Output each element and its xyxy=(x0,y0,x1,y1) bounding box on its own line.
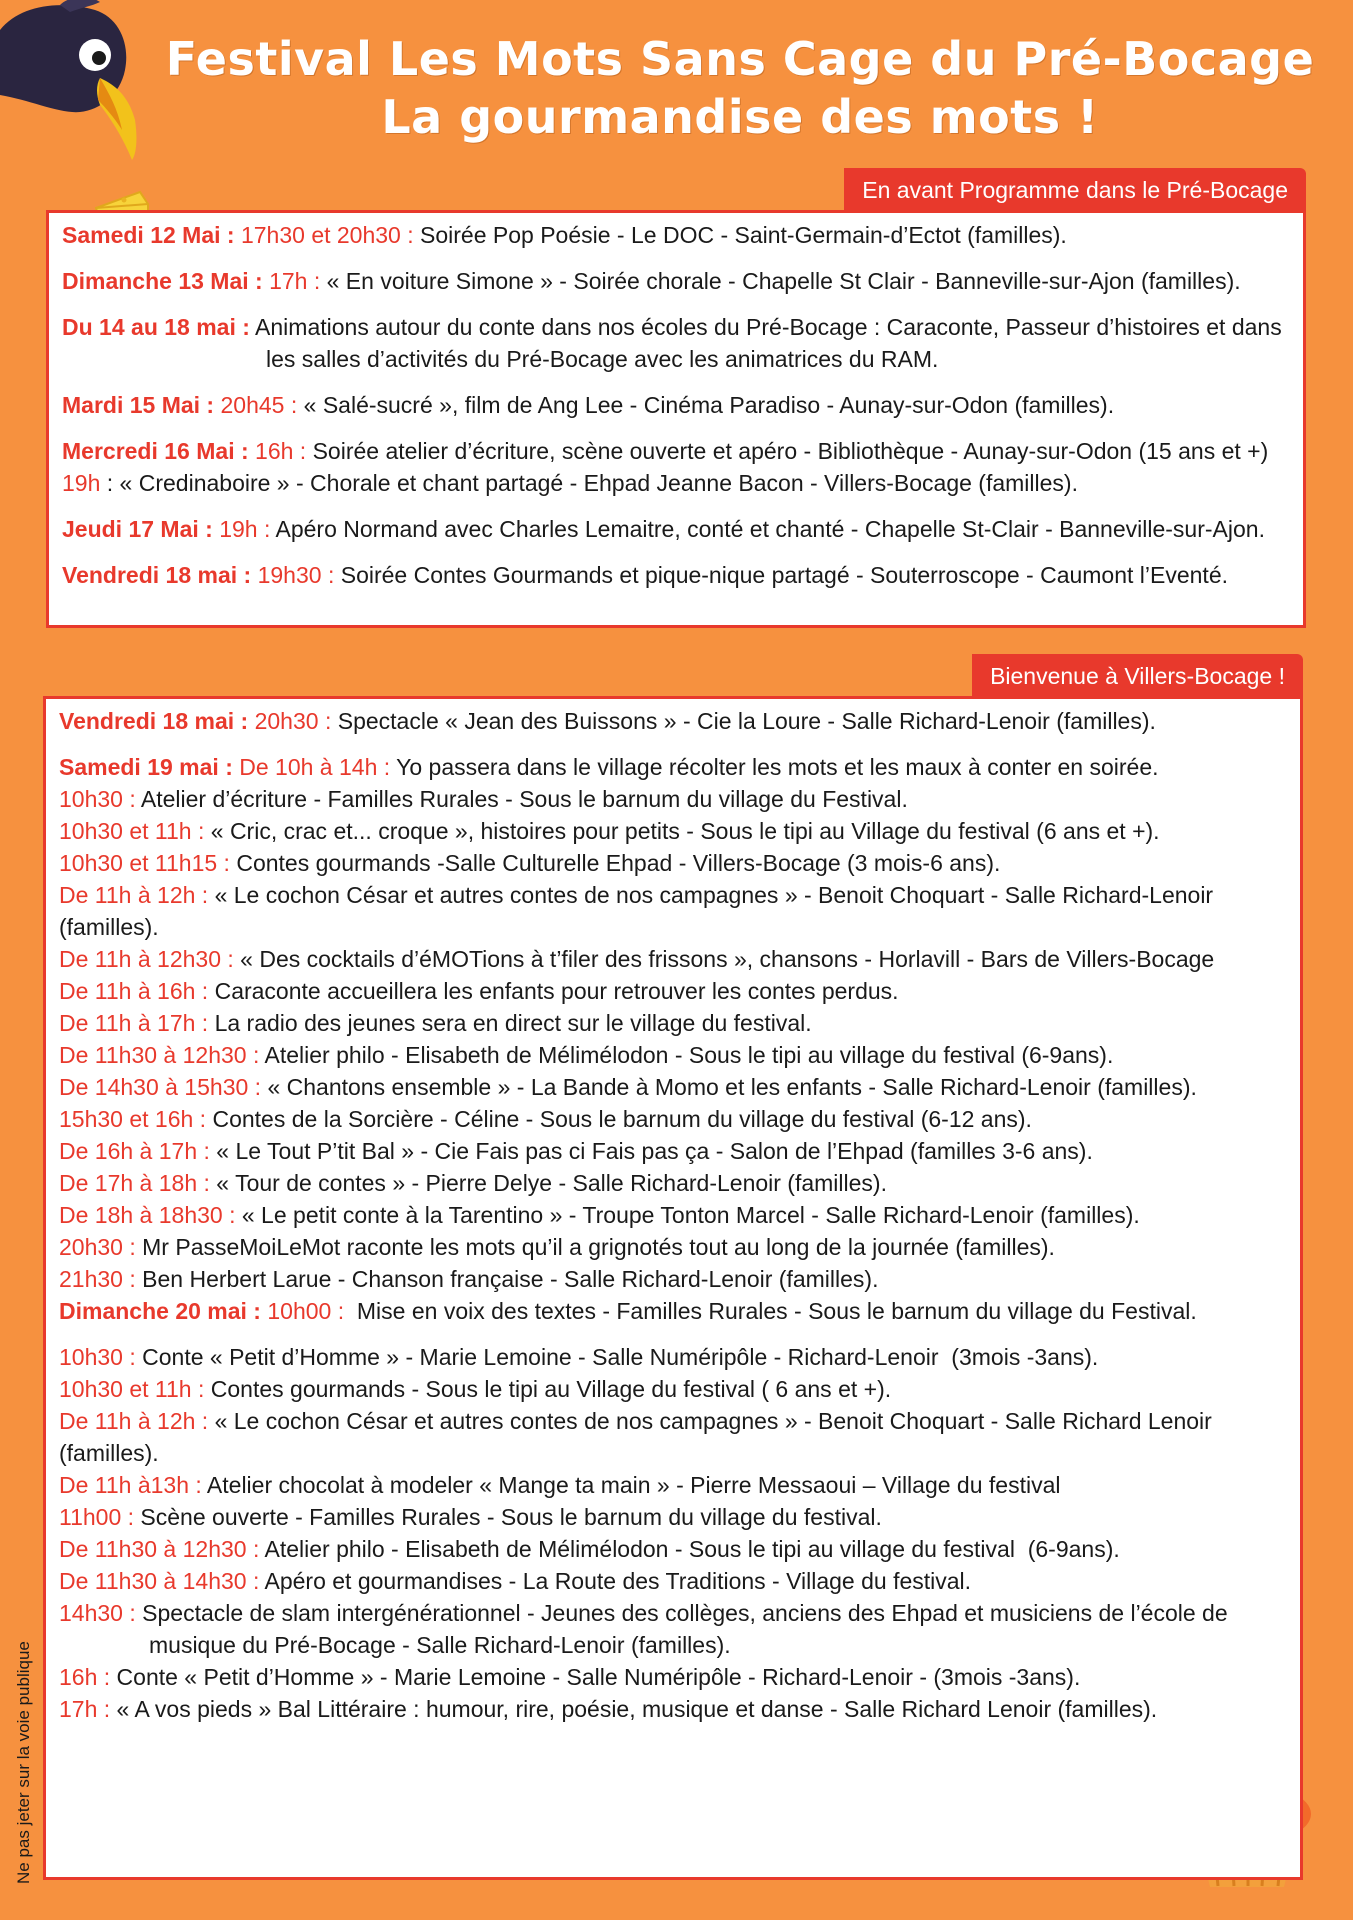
entry-time: 14h30 : xyxy=(59,1600,136,1626)
entry-text: Scène ouverte - Familles Rurales - Sous le barnum du village du festival. xyxy=(134,1504,882,1530)
entry-text: Conte « Petit d’Homme » - Marie Lemoine - Salle Numéripôle - Richard-Lenoir - (3mois -3ans). xyxy=(110,1664,1081,1690)
program-entry xyxy=(59,1039,1286,1071)
program-entry xyxy=(59,975,1286,1007)
entry-time: De 14h30 à 15h30 : xyxy=(59,1074,262,1100)
entry-time: 19h xyxy=(62,470,101,496)
entry-day: Samedi 12 Mai : xyxy=(62,222,235,248)
entry-time: 11h00 : xyxy=(59,1504,135,1530)
program-entry xyxy=(59,1135,1286,1167)
program-entry xyxy=(59,879,1286,943)
program-entry xyxy=(62,559,1289,591)
entry-day: Du 14 au 18 mai : xyxy=(62,314,250,340)
entry-time: De 18h à 18h30 : xyxy=(59,1202,236,1228)
program-entry xyxy=(59,1103,1286,1135)
entry-text: Soirée Pop Poésie - Le DOC - Saint-Germain-d’Ectot (familles). xyxy=(413,222,1067,248)
entry-text: Ben Herbert Larue - Chanson française - Salle Richard-Lenoir (familles). xyxy=(135,1266,879,1292)
entry-time: De 10h à 14h : xyxy=(232,754,391,780)
entry-text: Animations autour du conte dans nos écoles du Pré-Bocage : Caraconte, Passeur d’histoires et dans les salles d’activités du Pré-Bocage avec les animatrices du RAM. xyxy=(249,314,1289,372)
entry-day: Mardi 15 Mai : xyxy=(62,392,215,418)
program-entry xyxy=(59,1501,1286,1533)
program-entry xyxy=(62,389,1289,421)
program-entry xyxy=(59,1693,1286,1725)
entry-text: Spectacle de slam intergénérationnel - Jeunes des collèges, anciens des Ehpad et musiciens de l’école de musique du Pré-Bocage - Salle Richard-Lenoir (familles). xyxy=(135,1600,1235,1658)
program-entry xyxy=(59,943,1286,975)
entry-text: Soirée Contes Gourmands et pique-nique partagé - Souterroscope - Caumont l’Eventé. xyxy=(334,562,1229,588)
entry-text: Contes de la Sorcière - Céline - Sous le barnum du village du festival (6-12 ans). xyxy=(206,1106,1032,1132)
entry-time: De 11h à 16h : xyxy=(59,978,209,1004)
program-entry xyxy=(59,751,1286,783)
section-tab-villers-bocage: Bienvenue à Villers-Bocage ! xyxy=(972,654,1303,698)
entry-time: 17h : xyxy=(59,1696,111,1722)
entry-day: Vendredi 18 mai : xyxy=(62,562,252,588)
program-box-pre-bocage xyxy=(46,210,1306,628)
entry-time: De 11h à 17h : xyxy=(59,1010,209,1036)
program-entry xyxy=(59,1661,1286,1693)
program-entry xyxy=(59,815,1286,847)
entry-text: Apéro et gourmandises - La Route des Traditions - Village du festival. xyxy=(259,1568,972,1594)
entry-day: Jeudi 17 Mai : xyxy=(62,516,213,542)
crow-illustration xyxy=(0,0,150,165)
entry-text: Mr PasseMoiLeMot raconte les mots qu’il a grignotés tout au long de la journée (familles). xyxy=(135,1234,1055,1260)
program-entry xyxy=(59,1231,1286,1263)
entry-text: Contes gourmands - Sous le tipi au Village du festival ( 6 ans et +). xyxy=(204,1376,892,1402)
program-entry xyxy=(59,783,1286,815)
entry-text: « Cric, crac et... croque », histoires pour petits - Sous le tipi au Village du festival (6 ans et +). xyxy=(204,818,1160,844)
entry-text: Atelier d’écriture - Familles Rurales - Sous le barnum du village du Festival. xyxy=(135,786,908,812)
entry-time: 15h30 et 16h : xyxy=(59,1106,207,1132)
entry-time: De 11h à13h : xyxy=(59,1472,202,1498)
entry-time: De 16h à 17h : xyxy=(59,1138,210,1164)
entry-text: Caraconte accueillera les enfants pour retrouver les contes perdus. xyxy=(208,978,899,1004)
entry-time: De 11h à 12h : xyxy=(59,882,209,908)
entry-text: « Le Tout P’tit Bal » - Cie Fais pas ci Fais pas ça - Salon de l’Ehpad (familles 3-6 ans). xyxy=(209,1138,1093,1164)
entry-text: « Le petit conte à la Tarentino » - Troupe Tonton Marcel - Salle Richard-Lenoir (familles). xyxy=(235,1202,1140,1228)
entry-text: « Salé-sucré », film de Ang Lee - Cinéma Paradiso - Aunay-sur-Odon (familles). xyxy=(297,392,1115,418)
entry-text: Soirée atelier d’écriture, scène ouverte et apéro - Bibliothèque - Aunay-sur-Odon (15 ans et +) xyxy=(306,438,1269,464)
entry-text: « Le cochon César et autres contes de nos campagnes » - Benoit Choquart - Salle Richard Lenoir (familles). xyxy=(59,1408,1219,1466)
section-tab-pre-bocage: En avant Programme dans le Pré-Bocage xyxy=(844,168,1306,212)
program-box-villers-bocage xyxy=(43,696,1303,1880)
page-title xyxy=(140,30,1340,146)
entry-time: 17h30 et 20h30 : xyxy=(234,222,414,248)
program-entry xyxy=(59,1533,1286,1565)
entry-time: 10h30 : xyxy=(59,1344,136,1370)
entry-time: De 11h30 à 12h30 : xyxy=(59,1042,260,1068)
program-entry xyxy=(59,1071,1286,1103)
entry-time: 10h00 : xyxy=(260,1298,345,1324)
program-entry xyxy=(59,1373,1286,1405)
entry-text: « Tour de contes » - Pierre Delye - Salle Richard-Lenoir (familles). xyxy=(209,1170,887,1196)
entry-text: Yo passera dans le village récolter les mots et les maux à conter en soirée. xyxy=(390,754,1159,780)
program-entry xyxy=(59,1469,1286,1501)
entry-text: « A vos pieds » Bal Littéraire : humour, rire, poésie, musique et danse - Salle Richard Lenoir (familles). xyxy=(110,1696,1158,1722)
entry-text: Atelier philo - Elisabeth de Mélimélodon - Sous le tipi au village du festival (6-9ans). xyxy=(259,1042,1114,1068)
entry-time: 10h30 : xyxy=(59,786,136,812)
program-entry xyxy=(59,1167,1286,1199)
entry-time: 10h30 et 11h : xyxy=(59,818,205,844)
entry-text: « En voiture Simone » - Soirée chorale - Chapelle St Clair - Banneville-sur-Ajon (familles). xyxy=(320,268,1241,294)
program-entry xyxy=(59,1565,1286,1597)
entry-text: Contes gourmands -Salle Culturelle Ehpad - Villers-Bocage (3 mois-6 ans). xyxy=(229,850,1001,876)
program-entry xyxy=(62,219,1289,251)
entry-time: 21h30 : xyxy=(59,1266,136,1292)
entry-day: Vendredi 18 mai : xyxy=(59,708,249,734)
program-entry xyxy=(59,1405,1286,1469)
entry-text: Atelier philo - Elisabeth de Mélimélodon - Sous le tipi au village du festival (6-9ans). xyxy=(259,1536,1120,1562)
program-entry xyxy=(59,1199,1286,1231)
entry-day: Samedi 19 mai : xyxy=(59,754,233,780)
program-entry xyxy=(59,847,1286,879)
title-line-1: Festival Les Mots Sans Cage du Pré-Bocage xyxy=(165,32,1315,86)
entry-time: De 17h à 18h : xyxy=(59,1170,210,1196)
entry-time: De 11h30 à 12h30 : xyxy=(59,1536,260,1562)
entry-time: 20h30 : xyxy=(248,708,332,734)
entry-text: Conte « Petit d’Homme » - Marie Lemoine - Salle Numéripôle - Richard-Lenoir (3mois -3ans). xyxy=(135,1344,1099,1370)
program-entry xyxy=(62,311,1289,375)
entry-time: 10h30 et 11h : xyxy=(59,1376,205,1402)
side-note: Ne pas jeter sur la voie publique xyxy=(14,1641,33,1884)
entry-day: Dimanche 20 mai : xyxy=(59,1298,261,1324)
entry-time: De 11h à 12h30 : xyxy=(59,946,234,972)
entry-text: Spectacle « Jean des Buissons » - Cie la Loure - Salle Richard-Lenoir (familles). xyxy=(331,708,1156,734)
entry-text: « Le cochon César et autres contes de nos campagnes » - Benoit Choquart - Salle Richard-Lenoir (familles). xyxy=(59,882,1220,940)
entry-time: De 11h à 12h : xyxy=(59,1408,209,1434)
program-entry xyxy=(62,435,1289,467)
entry-text: : « Credinaboire » - Chorale et chant partagé - Ehpad Jeanne Bacon - Villers-Bocage (familles). xyxy=(100,470,1078,496)
entry-time: 17h : xyxy=(262,268,321,294)
entry-text: « Des cocktails d’éMOTions à t’filer des frissons », chansons - Horlavill - Bars de Villers-Bocage xyxy=(233,946,1215,972)
program-entry xyxy=(59,1007,1286,1039)
program-entry xyxy=(59,705,1286,737)
program-entry xyxy=(62,467,1289,499)
entry-day: Mercredi 16 Mai : xyxy=(62,438,249,464)
title-line-2: La gourmandise des mots ! xyxy=(381,90,1099,144)
entry-time: 16h : xyxy=(248,438,307,464)
entry-time: 19h : xyxy=(212,516,271,542)
entry-text: « Chantons ensemble » - La Bande à Momo et les enfants - Salle Richard-Lenoir (familles). xyxy=(261,1074,1197,1100)
program-entry xyxy=(62,513,1289,545)
program-entry xyxy=(59,1341,1286,1373)
entry-time: 20h45 : xyxy=(214,392,298,418)
program-entry xyxy=(59,1295,1286,1327)
entry-time: 16h : xyxy=(59,1664,111,1690)
entry-time: De 11h30 à 14h30 : xyxy=(59,1568,260,1594)
entry-text: Mise en voix des textes - Familles Rurales - Sous le barnum du village du Festival. xyxy=(344,1298,1197,1324)
entry-day: Dimanche 13 Mai : xyxy=(62,268,263,294)
entry-time: 20h30 : xyxy=(59,1234,136,1260)
program-entry xyxy=(59,1597,1286,1661)
program-entry xyxy=(62,265,1289,297)
entry-time: 10h30 et 11h15 : xyxy=(59,850,230,876)
entry-time: 19h30 : xyxy=(251,562,335,588)
entry-text: Atelier chocolat à modeler « Mange ta main » - Pierre Messaoui – Village du festival xyxy=(201,1472,1061,1498)
entry-text: La radio des jeunes sera en direct sur le village du festival. xyxy=(208,1010,812,1036)
entry-text: Apéro Normand avec Charles Lemaitre, conté et chanté - Chapelle St-Clair - Banneville-sur-Ajon. xyxy=(270,516,1265,542)
program-entry xyxy=(59,1263,1286,1295)
